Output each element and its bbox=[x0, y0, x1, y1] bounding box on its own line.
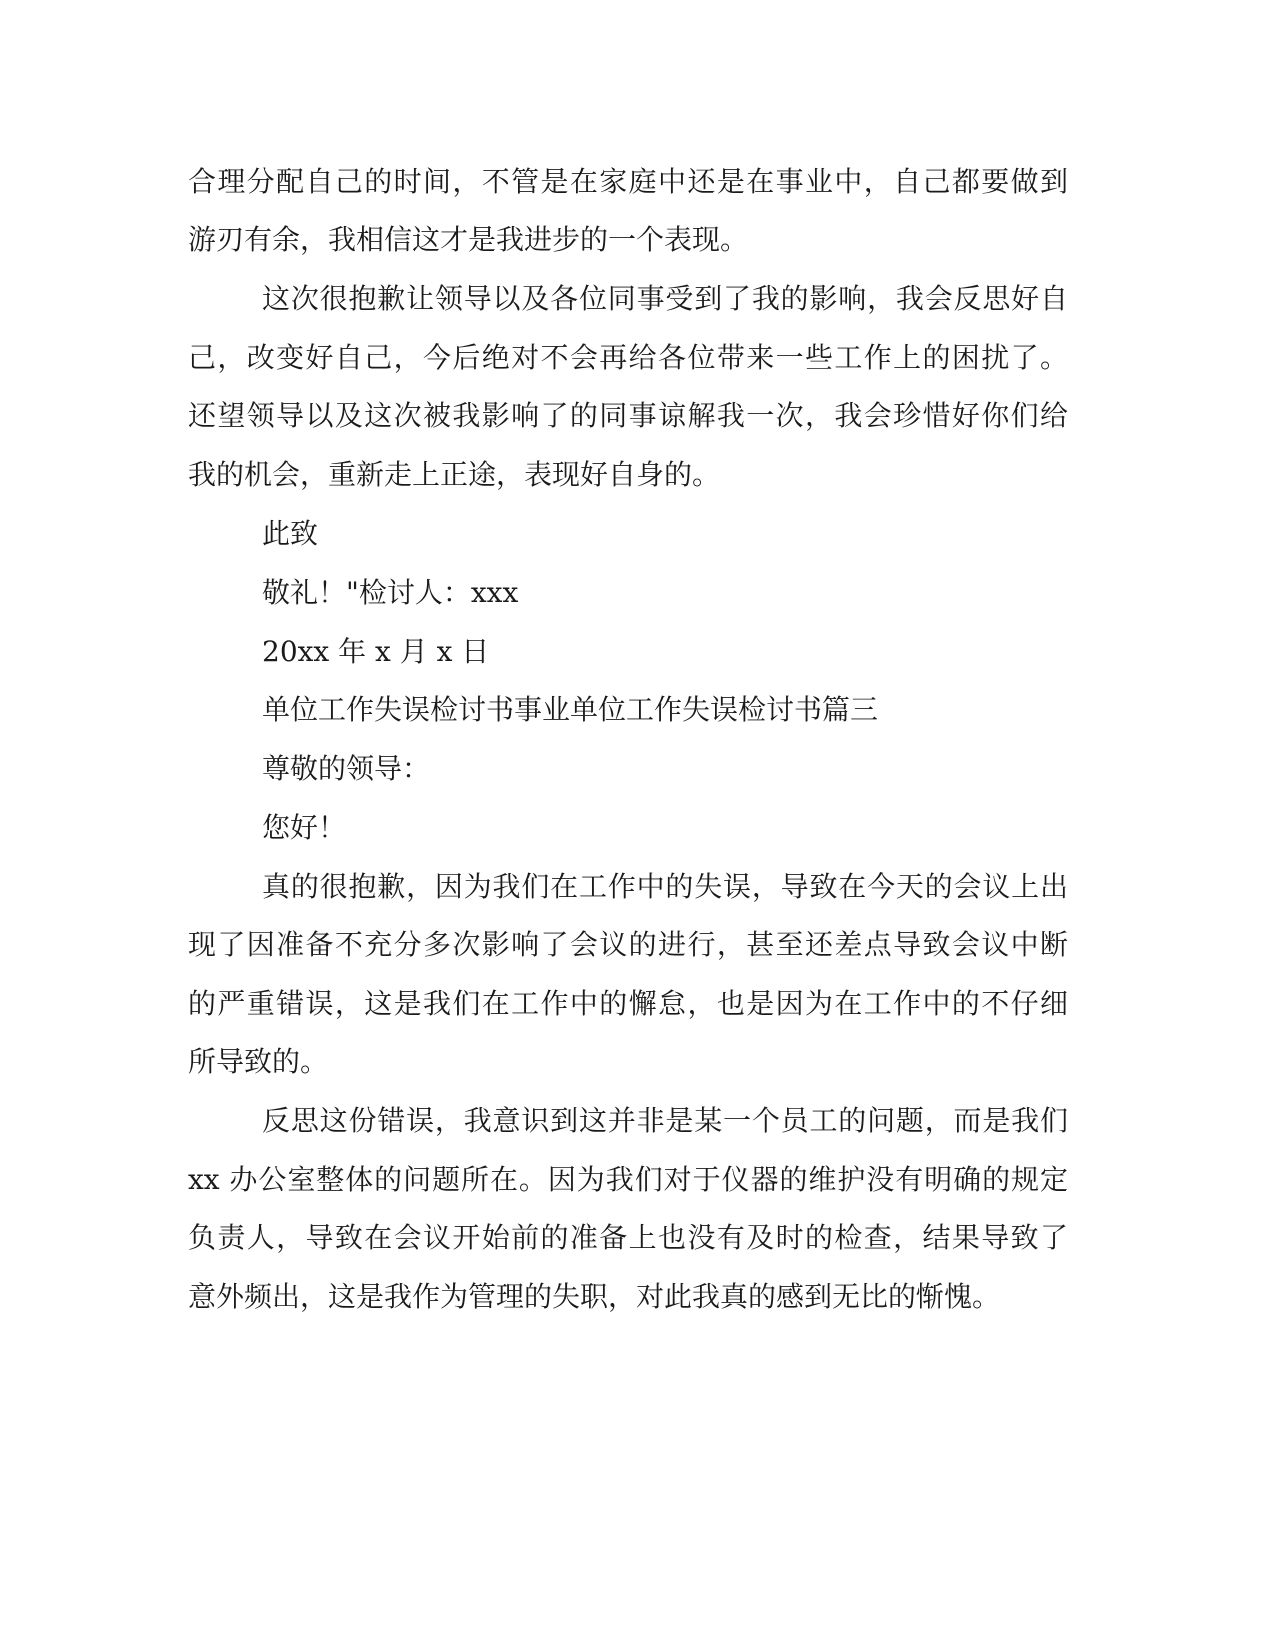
date-line: 20xx 年 x 月 x 日 bbox=[262, 635, 490, 668]
closing-line: 此致 bbox=[262, 517, 319, 550]
paragraph-line: 负责人，导致在会议开始前的准备上也没有及时的检查，结果导致了 bbox=[188, 1221, 1068, 1254]
paragraph-line: 游刃有余，我相信这才是我进步的一个表现。 bbox=[188, 223, 749, 256]
section-title: 单位工作失误检讨书事业单位工作失误检讨书篇三 bbox=[262, 693, 879, 726]
signature-line: 敬礼！"检讨人：xxx bbox=[262, 576, 519, 609]
salutation: 尊敬的领导： bbox=[262, 752, 431, 785]
paragraph-line: 所导致的。 bbox=[188, 1045, 329, 1078]
paragraph-line: 真的很抱歉，因为我们在工作中的失误，导致在今天的会议上出 bbox=[262, 870, 1068, 903]
paragraph-line: 己，改变好自己，今后绝对不会再给各位带来一些工作上的困扰了。 bbox=[188, 341, 1068, 374]
paragraph-line: 反思这份错误，我意识到这并非是某一个员工的问题，而是我们 bbox=[262, 1104, 1068, 1137]
paragraph-line: 现了因准备不充分多次影响了会议的进行，甚至还差点导致会议中断 bbox=[188, 928, 1068, 961]
paragraph-line: 我的机会，重新走上正途，表现好自身的。 bbox=[188, 458, 721, 491]
paragraph-line: 这次很抱歉让领导以及各位同事受到了我的影响，我会反思好自 bbox=[262, 282, 1068, 315]
paragraph-line: 还望领导以及这次被我影响了的同事谅解我一次，我会珍惜好你们给 bbox=[188, 399, 1068, 432]
paragraph-line: xx 办公室整体的问题所在。因为我们对于仪器的维护没有明确的规定 bbox=[188, 1163, 1068, 1196]
paragraph-line: 意外频出，这是我作为管理的失职，对此我真的感到无比的惭愧。 bbox=[188, 1280, 1001, 1313]
greeting: 您好！ bbox=[262, 811, 347, 844]
paragraph-line: 的严重错误，这是我们在工作中的懈怠，也是因为在工作中的不仔细 bbox=[188, 987, 1068, 1020]
paragraph-line: 合理分配自己的时间，不管是在家庭中还是在事业中，自己都要做到 bbox=[188, 165, 1068, 198]
